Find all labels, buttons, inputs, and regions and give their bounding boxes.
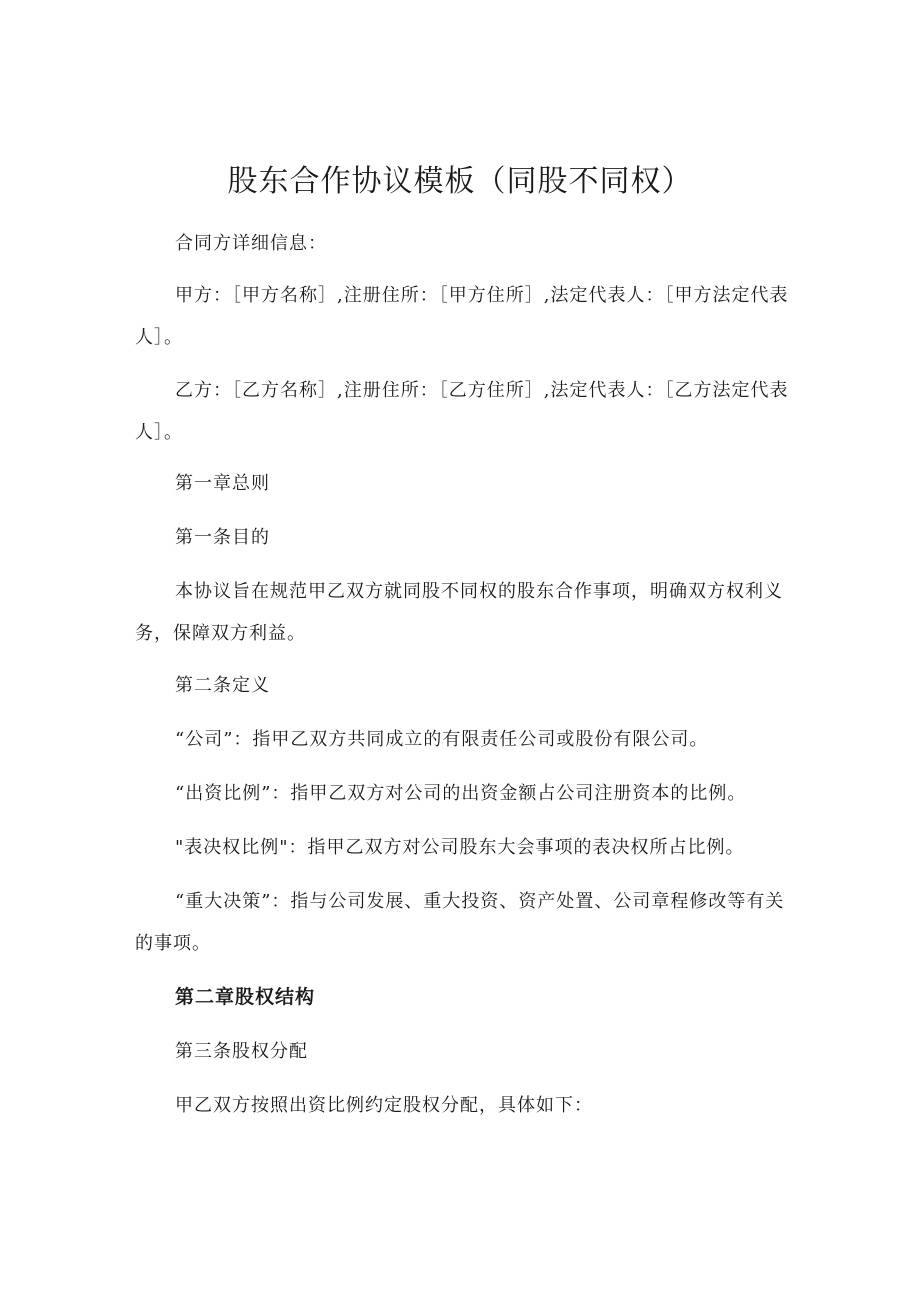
article-3-heading: 第三条股权分配 xyxy=(175,1041,308,1062)
article-1-heading: 第一条目的 xyxy=(175,527,270,548)
party-a-info: 甲方：［甲方名称］,注册住所：［甲方住所］,法定代表人：［甲方法定代表人］。 xyxy=(135,285,789,348)
document-title: 股东合作协议模板（同股不同权） xyxy=(227,164,693,199)
article-2-heading: 第二条定义 xyxy=(175,675,270,696)
definition-major-decision: “重大决策”：指与公司发展、重大投资、资产处置、公司章程修改等有关的事项。 xyxy=(135,891,785,954)
article-1-body: 本协议旨在规范甲乙双方就同股不同权的股东合作事项，明确双方权利义务，保障双方利益。 xyxy=(135,581,783,644)
definition-capital-ratio: “出资比例”：指甲乙双方对公司的出资金额占公司注册资本的比例。 xyxy=(175,783,747,804)
chapter-2-heading: 第二章股权结构 xyxy=(175,986,316,1008)
contract-parties-heading: 合同方详细信息： xyxy=(175,233,327,254)
definition-company: “公司”：指甲乙双方共同成立的有限责任公司或股份有限公司。 xyxy=(175,729,709,750)
article-3-body: 甲乙双方按照出资比例约定股权分配，具体如下： xyxy=(175,1095,593,1116)
chapter-1-heading: 第一章总则 xyxy=(175,473,270,494)
definition-voting-ratio: "表决权比例"：指甲乙双方对公司股东大会事项的表决权所占比例。 xyxy=(175,837,745,858)
party-b-info: 乙方：［乙方名称］,注册住所：［乙方住所］,法定代表人：［乙方法定代表人］。 xyxy=(135,380,789,443)
